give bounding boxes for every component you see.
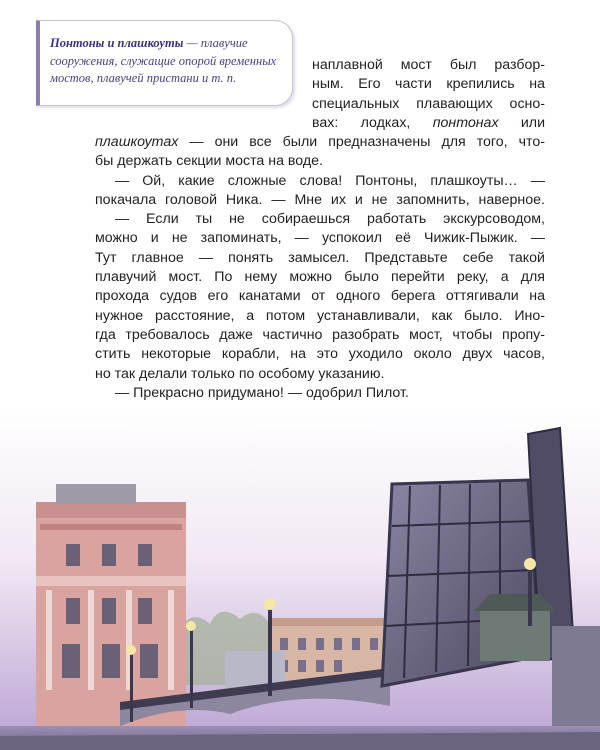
body-line: вах: лодках, понтонах или [312, 114, 545, 131]
body-line: плавучий мост. По нему можно было перейти реку, а для [95, 269, 545, 286]
note-definition: — плавучие сооружения, служащие опорой временных мостов, плавучей пристани и т. п. [50, 36, 277, 85]
body-line: стить некоторые корабли, на это уходило около двух часов, [95, 346, 545, 363]
body-line: но так делали только по особому указанию. [95, 365, 385, 382]
body-line: специальных плавающих осно- [312, 95, 545, 112]
body-text [95, 133, 545, 442]
body-line: наплавной мост был разбор- [312, 57, 545, 73]
body-line: — Прекрасно придумано! — одобрил Пилот. [115, 384, 409, 401]
body-line: бы держать секции моста на воде. [95, 153, 323, 170]
body-line: можно и не запоминать, — успокоил её Чижик-Пыжик. — [95, 230, 545, 247]
body-line: плашкоутах — они все были предназначены для того, что- [95, 134, 545, 150]
body-line: прохода судов его канатами от одного берега оттягивали на [95, 288, 545, 305]
body-line: покачала головой Ника. — Мне их и не запомнить, наверное. [95, 191, 545, 208]
body-line: нужное расстояние, а потом устанавливали, как было. Ино- [95, 307, 545, 324]
note-term: Понтоны и плашкоуты [50, 36, 184, 50]
sidebar-definition-note [36, 20, 293, 106]
bridge-illustration [0, 406, 600, 750]
body-line: гда требовалось даже частично разобрать мост, чтобы пропу- [95, 326, 545, 343]
body-line: — Ой, какие сложные слова! Понтоны, плашкоуты… — [115, 172, 545, 189]
body-line: Тут главное — понять замысел. Представьте себе такой [95, 249, 545, 266]
body-line: ным. Его части крепились на [312, 76, 545, 93]
body-line: — Если ты не собираешься работать экскурсоводом, [115, 211, 545, 228]
paragraph-start [312, 56, 545, 133]
